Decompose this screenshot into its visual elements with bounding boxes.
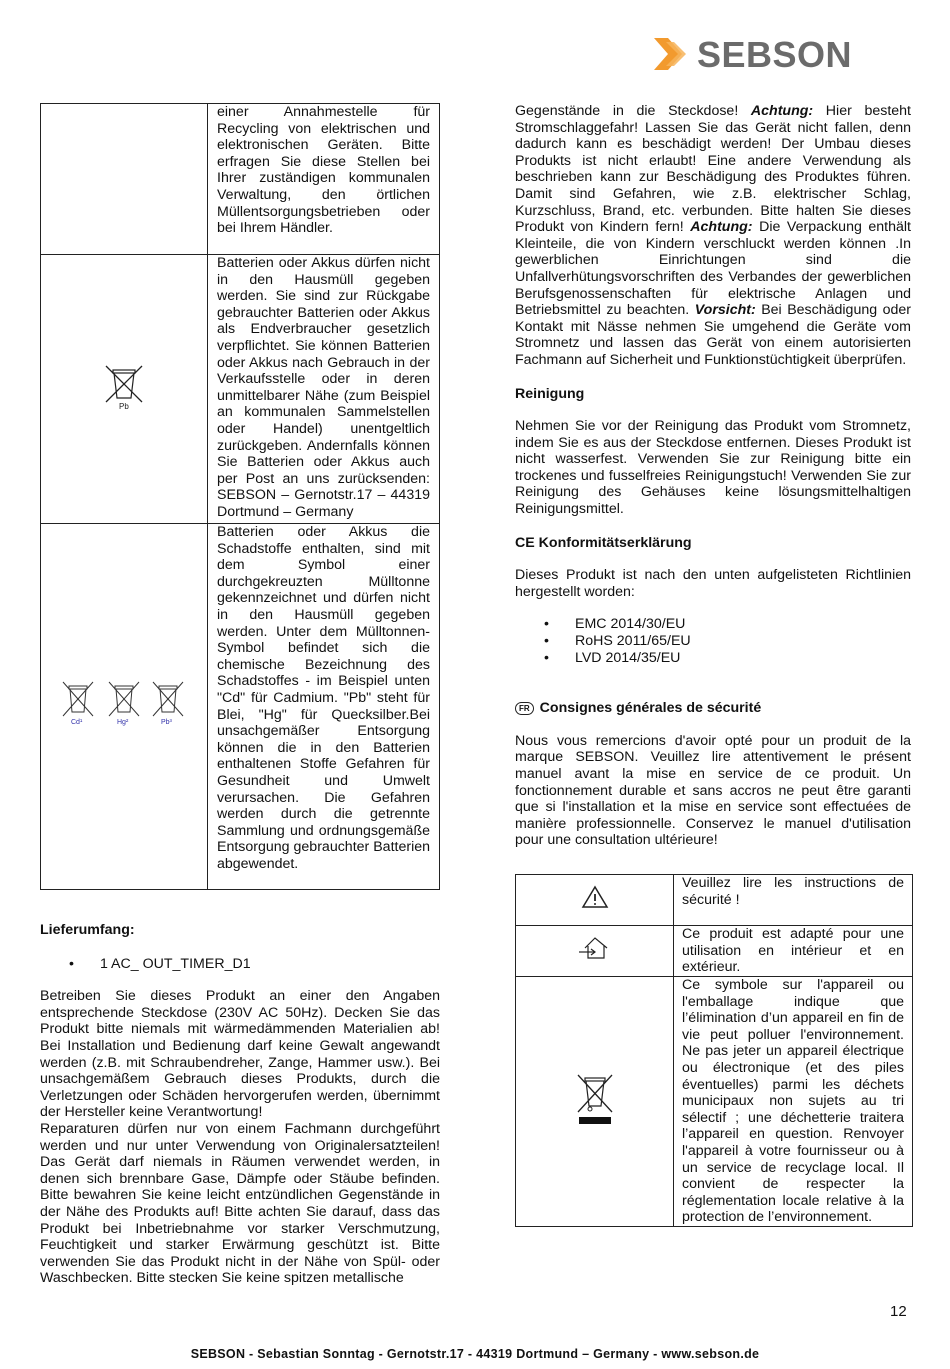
disposal-text-2: Batterien oder Akkus dürfen nicht in den Hausmüll gegeben werden. Sie sind zur Rückgabe gebrauchter Batterien oder Akkus als Endverbraucher gesetzlich verpflichtet. Sie können Batterien oder Akkus nach Gebrauch in der Verkaufsstelle oder in deren unmittelbarer Nähe (zum Beispiel an kommunalen Sammelstellen oder Handel) unentgeltlich zurückgeben. Andernfalls können Sie Batterien oder Akkus auch per Post an uns zurücksenden: SEBSON – Gernotstr.17 – 44319 Dortmund – Germany — [217, 255, 430, 520]
safety-continued: Gegenstände in die Steckdose! Achtung: Hier besteht Stromschlaggefahr! Lassen Sie das Gerät nicht fallen, denn dadurch kann es beschädigt werden! Der Umbau dieses Produkts ist nicht erlaubt! Eine andere Verwendung als beschrieben kann zur Beschädigung des Produktes führen. Damit sind Gefahren, wie z.B. elektrischer Schlag, Kurzschluss, Brand, etc. verbunden. Bitte halten Sie dieses Produkt von Kindern fern! Achtung: Die Verpackung enthält Kleinteile, die von Kindern verschluckt werden können .In gewerblichen Einrichtungen sind die Unfallverhütungsvorschriften des Verbandes der gewerblichen Berufsgenossenschaften für elektrische Anlagen und Betriebsmittel zu beachten. Vorsicht: Bei Beschädigung oder Kontakt mit Nässe nehmen Sie umgehend die Geräte vom Stromnetz und lassen das Gerät von einem autorisierten Fachmann auf Sicherheit und Funktionstüchtigkeit überprüfen. — [515, 103, 912, 368]
icon-cell — [41, 255, 208, 524]
crossed-bins-cd-hg-pb-icon — [59, 680, 189, 728]
ce-text: Dieses Produkt ist nach den unten aufgelisteten Richtlinien hergestellt worden: — [515, 567, 911, 600]
lieferumfang-list — [40, 956, 440, 973]
reinigung-heading: Reinigung — [515, 385, 585, 402]
pb-label: Pb³ — [161, 719, 172, 726]
icon-cell — [516, 925, 674, 976]
indoor-house-icon — [577, 934, 613, 962]
disposal-text-3: Batterien oder Akkus die Schadstoffe enthalten, sind mit dem Symbol einer durchgekreuzten Mülltonne gekennzeichnet und dürfen nicht in den Hausmüll gegeben werden. Unter dem Mülltonnen-Symbol befindet sich die chemische Bezeichnung des Schadstoffes - im Beispiel unten "Cd" für Cadmium. "Pb" steht für Blei, "Hg" für Quecksilber.Bei unsachgemäßer Entsorgung können die in den Batterien enthaltenen Stoffe Gefahren für Gesundheit und Umwelt verursachen. Die Gefahren werden durch die getrennte Sammlung und ordnungsgemäße Entsorgung gebrauchter Batterien abgewendet. — [217, 524, 430, 872]
table-row — [41, 255, 440, 524]
icon-cell — [516, 976, 674, 1226]
table-row — [516, 976, 913, 1226]
disposal-text-1: einer Annahmestelle für Recycling von elektrischen und elektronischen Geräten. Bitte erfragen Sie diese Stellen bei Ihrer zuständigen kommunalen Verwaltung, den örtlichen Müllentsorgungsbetrieben oder bei Ihrem Händler. — [217, 104, 430, 237]
fr-text: Nous vous remercions d'avoir opté pour un produit de la marque SEBSON. Veuillez lire attentivement le présent manuel avant la mise en service de ce produit. Un fonctionnement durable et sans accros ne peut être garanti que si l'installation et la mise en service sont effectuées de manière professionnelle. Conservez le manuel d'utilisation pour une consultation ultérieure! — [515, 732, 911, 849]
lieferumfang-heading: Lieferumfang: — [40, 922, 135, 938]
list-item: • 1 AC_ OUT_TIMER_D1 — [40, 956, 440, 973]
sebson-logo — [652, 34, 872, 74]
safety-paragraph-2: Reparaturen dürfen nur von einem Fachmann durchgeführt werden und nur unter Verwendung von Originalersatzteilen! Das Gerät darf niemals in Räumen verwendet werden, in denen sich brennbare Gase, Dämpfe oder Stäube befinden. Bitte bewahren Sie keine leicht entzündlichen Gegenstände in der Nähe des Produkts auf! Bitte achten Sie darauf, dass das Produkt bei Inbetriebnahme vor starker Verschmutzung, Feuchtigkeit und starker Erwärmung geschützt ist. Bitte verwenden Sie das Produkt nicht in der Nähe von Spül- oder Waschbecken. Bitte stecken Sie keine spitzen metallische — [40, 1120, 440, 1287]
sebson-chevron-icon — [652, 36, 692, 72]
ce-list — [515, 616, 911, 666]
fr-flag-icon: FR — [515, 702, 534, 715]
page-footer: SEBSON - Sebastian Sonntag - Gernotstr.17 - 44319 Dortmund – Germany - www.sebson.de — [190, 1347, 760, 1361]
fr-row-text-1: Veuillez lire les instructions de sécurité ! — [682, 874, 904, 908]
table-row — [516, 874, 913, 925]
fr-symbol-table — [515, 874, 913, 1227]
page-number: 12 — [890, 1303, 907, 1320]
icon-cell — [516, 874, 674, 925]
list-item: • LVD 2014/35/EU — [515, 650, 911, 667]
right-column — [515, 103, 911, 1227]
fr-row-text-2: Ce produit est adapté pour une utilisation en intérieur et en extérieur. — [682, 925, 904, 976]
logo-wordmark: SEBSON — [697, 34, 853, 75]
table-row — [41, 104, 440, 255]
cd-label: Cd¹ — [71, 719, 83, 726]
crossed-bin-pb-icon — [102, 362, 146, 412]
hg-label: Hg² — [117, 719, 129, 726]
reinigung-text: Nehmen Sie vor der Reinigung das Produkt vom Stromnetz, indem Sie es aus der Steckdose entfernen. Dieses Produkt ist nicht wasserfest. Verwenden Sie zur Reinigung bitte ein trockenes und fusselfreies Reinigungstuch! Verwenden Sie zur Reinigung des Gehäuses keine lösungsmittelhaltigen Reinigungsmittel. — [515, 418, 911, 518]
warning-triangle-icon — [581, 885, 609, 909]
crossed-bin-icon — [575, 1072, 615, 1126]
safety-paragraph-1: Betreiben Sie dieses Produkt an einer den Angaben entsprechende Steckdose (230V AC 50Hz). Decken Sie das Produkt bitte niemals mit wärmedämmenden Materialien ab! Bei Installation und Bedienung darf keine Gewalt angewandt werden (z.B. mit Schraubendreher, Zange, Hammer usw.). Bei unsachgemäßem Gebrauch dieses Produkts, durch die Verletzungen oder Schäden hervorgerufen werden, übernimmt der Hersteller keine Verantwortung! — [40, 988, 440, 1121]
fr-row-text-3: Ce symbole sur l'appareil ou l'emballage indique que l’élimination d’un appareil en fin de vie peut polluer l'environnement. Ne pas jeter un appareil électrique ou électronique (et des piles éventuelles) parmi les déchets municipaux non sujets au tri sélectif ; une déchetterie traitera l’appareil en question. Renvoyer l'appareil à votre fournisseur ou à un service de recyclage local. Il convient de respecter la réglementation locale relative à la protection de l’environnement. — [682, 976, 904, 1226]
pb-label: Pb — [119, 401, 129, 411]
icon-cell — [41, 524, 208, 890]
disposal-table — [40, 103, 440, 890]
table-row — [516, 925, 913, 976]
fr-heading: FR Consignes générales de sécurité — [515, 700, 911, 717]
list-item: • EMC 2014/30/EU — [515, 616, 911, 633]
list-item: • RoHS 2011/65/EU — [515, 633, 911, 650]
table-row — [41, 524, 440, 890]
icon-cell-empty — [41, 104, 208, 255]
ce-heading: CE Konformitätserklärung — [515, 534, 692, 551]
left-column — [40, 103, 440, 1287]
